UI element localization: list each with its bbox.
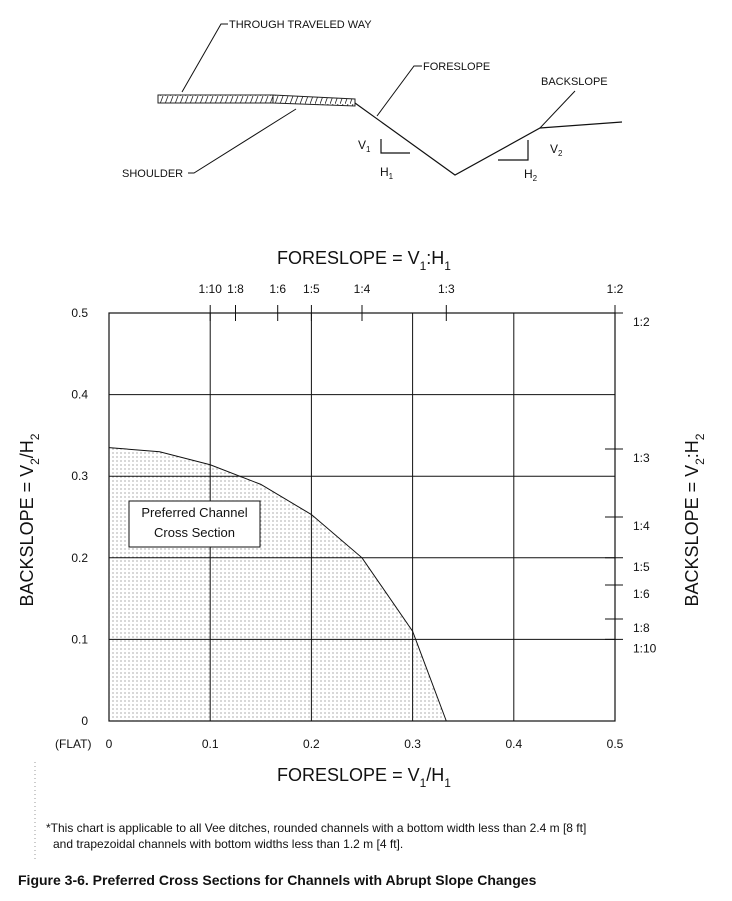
y-tick-label: 0.2 [71,550,88,565]
right-axis-title: BACKSLOPE = $V_2:H_2$ [682,433,707,607]
y-tick-label: 0.4 [71,387,88,402]
right-ratio-tick-label: 1:3 [633,451,650,466]
v2-label: $V_2$ [550,142,563,158]
foreslope-leader [377,66,422,116]
v1-h1-bracket [381,139,410,153]
shoulder-pavement [273,95,355,106]
figure-caption: Figure 3-6. Preferred Cross Sections for Channels with Abrupt Slope Changes [18,872,537,888]
x-tick-label: 0.2 [303,737,320,751]
h2-label: $H_2$ [524,167,538,183]
foreslope-label: FORESLOPE [423,61,491,73]
right-ratio-ticks [605,313,657,655]
y-tick-label: 0.3 [71,469,88,484]
through-traveled-way-leader [182,24,228,92]
top-ratio-tick-label: 1:6 [269,282,287,296]
y-tick-label: 0.5 [71,306,88,320]
x-axis-ticks [106,737,624,751]
right-ratio-tick-label: 1:4 [633,519,650,533]
top-ratio-tick-label: 1:5 [303,282,320,296]
top-ratio-tick-label: 1:4 [353,282,371,296]
ground-profile-line [355,103,622,175]
top-ratio-tick-label: 1:2 [606,282,624,296]
x-tick-label: 0.5 [606,737,624,751]
x-flat-label: (FLAT) [55,737,92,751]
shoulder-leader [188,109,296,173]
right-ratio-tick-label: 1:10 [633,641,657,656]
preferred-region-label-line1: Preferred Channel [141,505,248,520]
v1-label: $V_1$ [358,138,371,154]
preferred-region-fill [109,448,446,721]
left-axis-title: BACKSLOPE = $V_2/H_2$ [17,433,42,607]
backslope-leader [540,91,575,128]
x-tick-label: 0.4 [505,737,523,751]
backslope-label: BACKSLOPE [541,76,608,88]
shoulder-label: SHOULDER [122,168,184,180]
x-tick-label: 0.1 [201,737,219,751]
x-tick-label: 0.3 [404,737,421,751]
right-ratio-tick-label: 1:5 [633,559,650,574]
y-axis-ticks [71,306,88,728]
traveled-way-pavement [158,95,273,103]
top-ratio-tick-label: 1:8 [227,282,244,296]
right-ratio-tick-label: 1:8 [633,621,650,635]
footnote-line1: *This chart is applicable to all Vee ditches, rounded channels with a bottom width less than 2.4 m [8 ft] [46,821,587,835]
bottom-axis-title: FORESLOPE = $V_1/H_1$ [277,765,451,790]
cross-section-diagram [122,19,622,183]
top-ratio-tick-label: 1:3 [437,282,455,296]
right-ratio-tick-label: 1:6 [633,586,650,601]
footnote-line2: and trapezoidal channels with bottom widths less than 1.2 m [4 ft]. [53,837,404,851]
top-ratio-ticks [199,282,624,321]
slope-chart [17,248,707,790]
footnote [46,820,716,852]
right-ratio-tick-label: 1:2 [633,315,650,329]
preferred-region-label-line2: Cross Section [154,525,235,540]
through-traveled-way-label: THROUGH TRAVELED WAY [229,19,372,31]
y-tick-label: 0.1 [71,632,88,647]
top-ratio-tick-label: 1:10 [198,282,222,296]
x-tick-label: 0 [105,737,113,751]
top-axis-title: FORESLOPE = $V_1:H_1$ [277,248,451,273]
h1-label: $H_1$ [380,165,394,181]
y-tick-label: 0 [81,714,88,728]
